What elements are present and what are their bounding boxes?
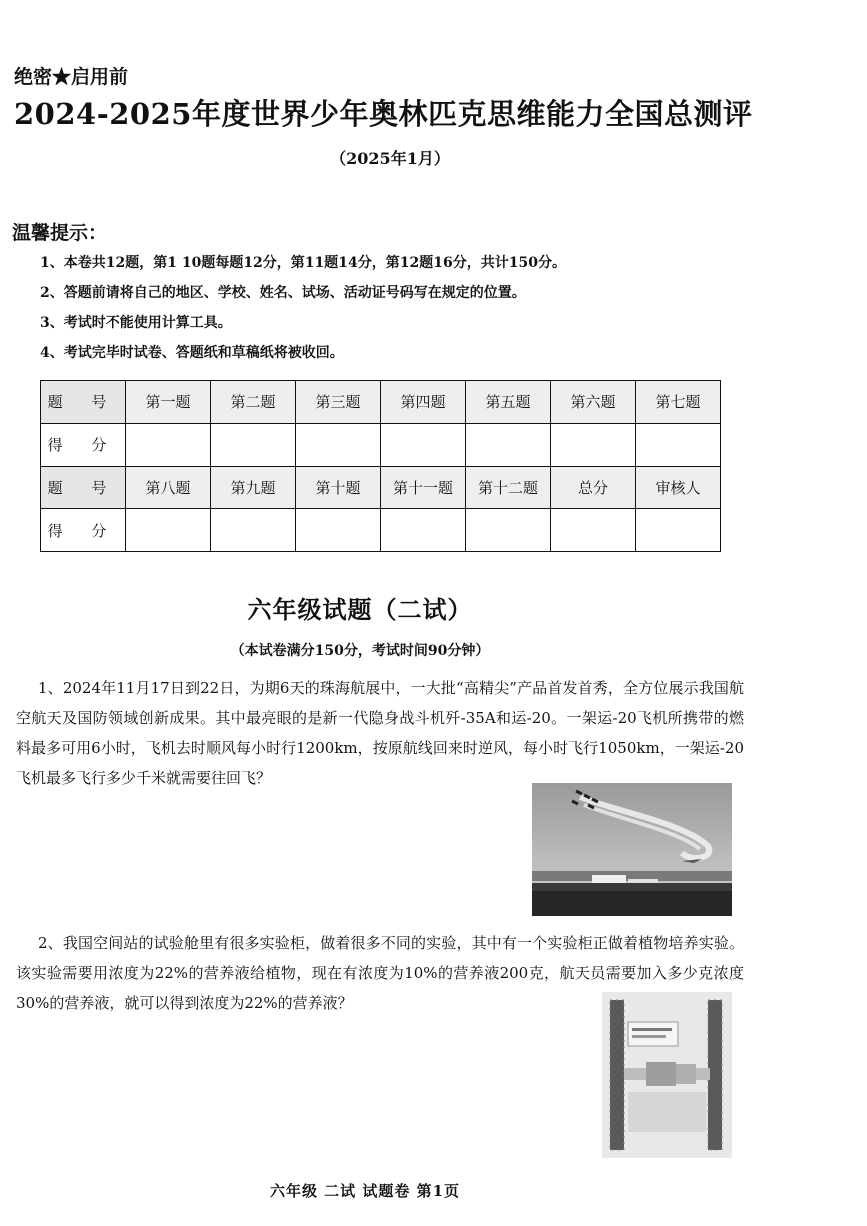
col-header: 第九题: [211, 466, 296, 509]
score-cell[interactable]: [126, 509, 211, 552]
score-table-header-row: [41, 381, 721, 424]
question-text: 1、2024年11月17日到22日，为期6天的珠海航展中，一大批“高精尖”产品首发首秀，全方位展示我国航空航天及国防领域创新成果。其中最亮眼的是新一代隐身战斗机歼-35A和运-20。一架运-20飞机所携带的燃料最多可用6小时，飞机去时顺风每小时行1200km，按原航线回来时逆风，每小时飞行1050km，一架运-20飞机最多飞行多少千米就需要往回飞？: [16, 679, 744, 787]
score-cell[interactable]: [551, 423, 636, 466]
score-table-score-row: [41, 509, 721, 552]
score-table: [40, 380, 721, 552]
space-station-illustration: [602, 992, 732, 1158]
question-text: 2、我国空间站的试验舱里有很多实验柜，做着很多不同的实验，其中有一个实验柜正做着植物培养实验。该实验需要用浓度为22%的营养液给植物，现在有浓度为10%的营养液200克，航天员需要加入多少克浓度30%的营养液，就可以得到浓度为22%的营养液？: [16, 934, 744, 1012]
exam-title: 2024-2025年度世界少年奥林匹克思维能力全国总测评: [14, 97, 753, 131]
tips-heading: 温馨提示：: [12, 222, 108, 244]
tip-item: 4、考试完毕时试卷、答题纸和草稿纸将被收回。: [40, 345, 344, 361]
score-cell[interactable]: [211, 423, 296, 466]
score-cell[interactable]: [381, 423, 466, 466]
score-cell[interactable]: [466, 423, 551, 466]
col-header: 第三题: [296, 381, 381, 424]
airshow-photo: [532, 783, 732, 916]
tips-list: [40, 252, 566, 372]
row-label-score: 得 分: [41, 423, 126, 466]
score-cell[interactable]: [636, 423, 721, 466]
col-header: 第一题: [126, 381, 211, 424]
score-cell[interactable]: [381, 509, 466, 552]
col-header: 第二题: [211, 381, 296, 424]
score-cell[interactable]: [466, 509, 551, 552]
section-subtitle: （本试卷满分150分，考试时间90分钟）: [230, 643, 490, 659]
section-title: 六年级试题（二试）: [247, 595, 473, 624]
col-header: 第十题: [296, 466, 381, 509]
score-cell[interactable]: [551, 509, 636, 552]
col-header: 第七题: [636, 381, 721, 424]
tip-item: 3、考试时不能使用计算工具。: [40, 315, 232, 331]
space-station-photo: [602, 992, 732, 1158]
score-table-header-row: [41, 466, 721, 509]
col-header: 第十二题: [466, 466, 551, 509]
score-cell[interactable]: [296, 423, 381, 466]
col-header: 第十一题: [381, 466, 466, 509]
row-label-number: 题 号: [41, 466, 126, 509]
score-table-score-row: [41, 423, 721, 466]
score-cell[interactable]: [126, 423, 211, 466]
question-1: [16, 673, 744, 793]
tip-item: 1、本卷共12题，第1 10题每题12分，第11题14分，第12题16分，共计150分。: [40, 255, 566, 271]
row-label-score: 得 分: [41, 509, 126, 552]
score-cell[interactable]: [296, 509, 381, 552]
col-header: 审核人: [636, 466, 721, 509]
page-footer: 六年级 二试 试题卷 第1页: [269, 1182, 461, 1200]
score-cell[interactable]: [211, 509, 296, 552]
confidential-label: 绝密★启用前: [14, 66, 129, 88]
col-header: 第八题: [126, 466, 211, 509]
col-header: 第四题: [381, 381, 466, 424]
col-header: 总分: [551, 466, 636, 509]
col-header: 第六题: [551, 381, 636, 424]
airshow-illustration: [532, 783, 732, 916]
row-label-number: 题 号: [41, 381, 126, 424]
col-header: 第五题: [466, 381, 551, 424]
exam-date: （2025年1月）: [330, 149, 450, 168]
score-cell[interactable]: [636, 509, 721, 552]
tip-item: 2、答题前请将自己的地区、学校、姓名、试场、活动证号码写在规定的位置。: [40, 285, 526, 301]
